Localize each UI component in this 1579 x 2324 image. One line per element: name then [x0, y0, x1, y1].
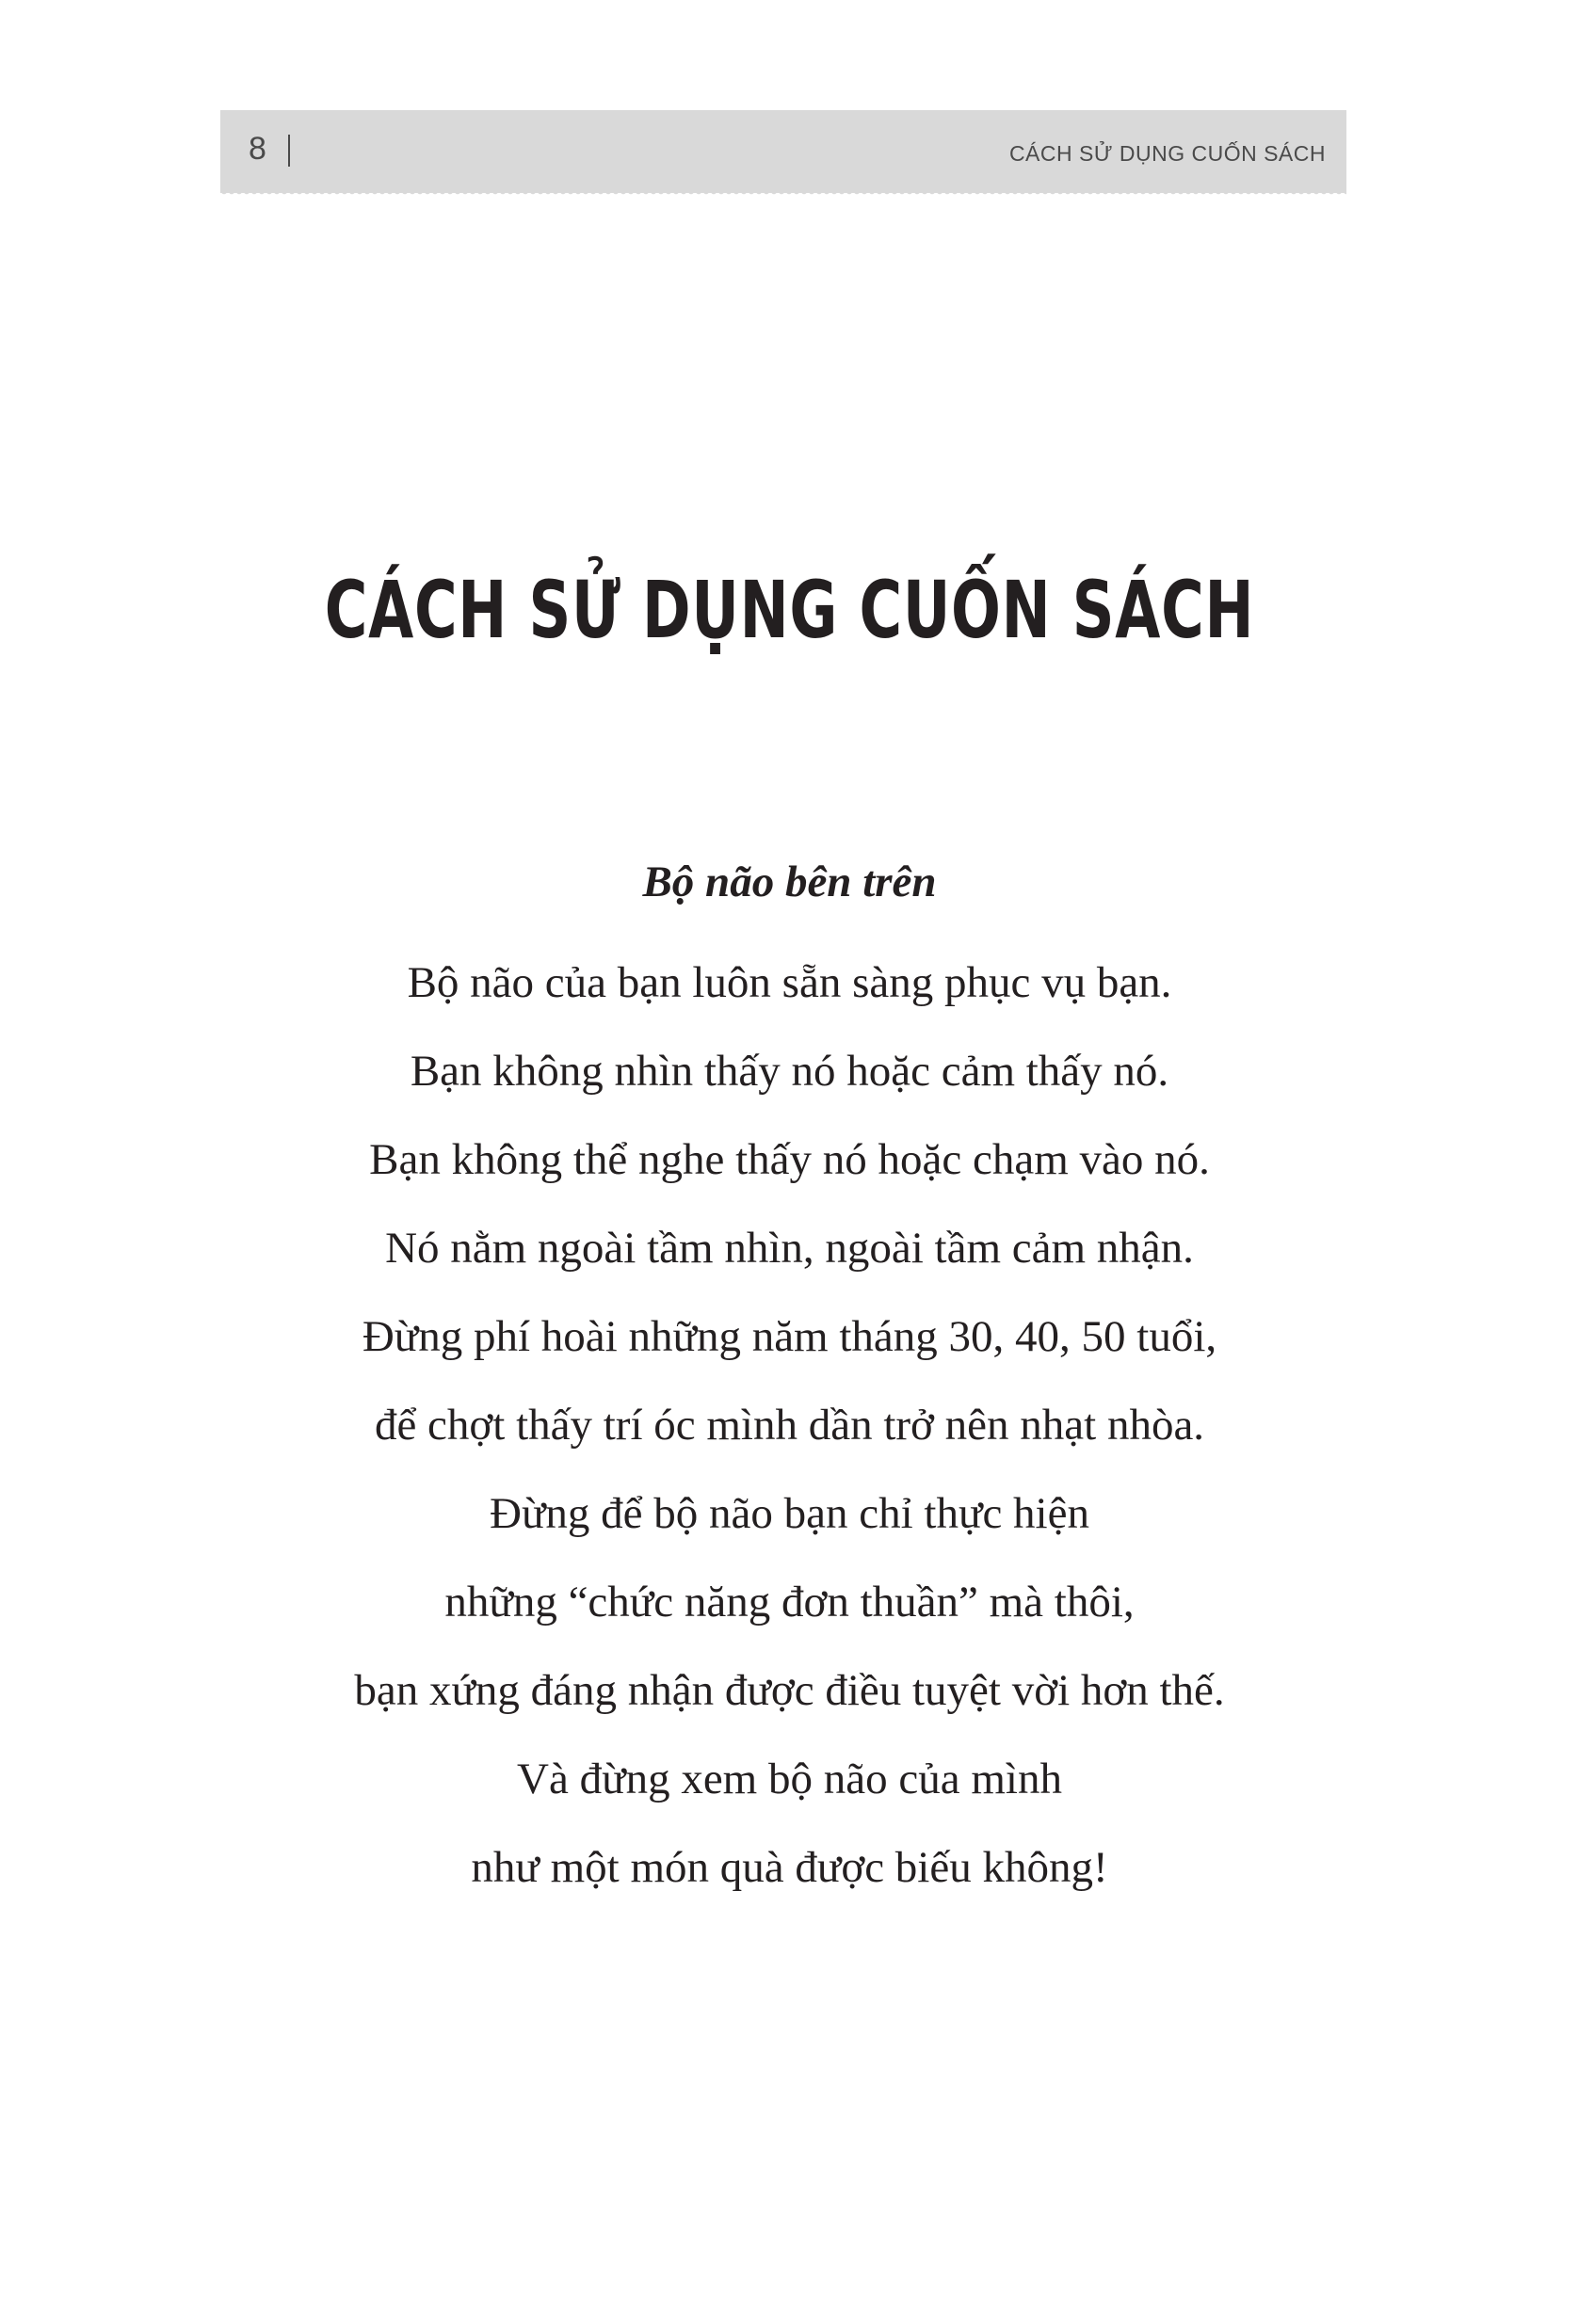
poem-line: Bạn không nhìn thấy nó hoặc cảm thấy nó.: [410, 1047, 1169, 1096]
poem-line: Đừng phí hoài những năm tháng 30, 40, 50 tuổi,: [362, 1312, 1217, 1361]
page-number: 8: [249, 131, 267, 167]
poem: [0, 854, 1579, 1912]
poem-line: Và đừng xem bộ não của mình: [517, 1755, 1062, 1803]
poem-line: như một món quà được biếu không!: [471, 1843, 1108, 1892]
poem-line: Đừng để bộ não bạn chỉ thực hiện: [490, 1489, 1089, 1538]
header-divider: [288, 135, 290, 167]
running-title: CÁCH SỬ DỤNG CUỐN SÁCH: [1008, 141, 1326, 166]
poem-title: Bộ não bên trên: [642, 857, 937, 906]
poem-line: bạn xứng đáng nhận được điều tuyệt vời hơn thế.: [354, 1666, 1225, 1715]
chapter-title: CÁCH SỬ DỤNG CUỐN SÁCH: [324, 564, 1255, 656]
poem-line: Bộ não của bạn luôn sẵn sàng phục vụ bạn.: [407, 958, 1172, 1007]
running-header: [220, 110, 1346, 193]
poem-line: để chợt thấy trí óc mình dần trở nên nhạt nhòa.: [374, 1401, 1205, 1450]
poem-line: Nó nằm ngoài tầm nhìn, ngoài tầm cảm nhận.: [385, 1224, 1194, 1273]
poem-line: Bạn không thể nghe thấy nó hoặc chạm vào nó.: [369, 1135, 1210, 1184]
poem-line: những “chức năng đơn thuần” mà thôi,: [444, 1578, 1135, 1627]
